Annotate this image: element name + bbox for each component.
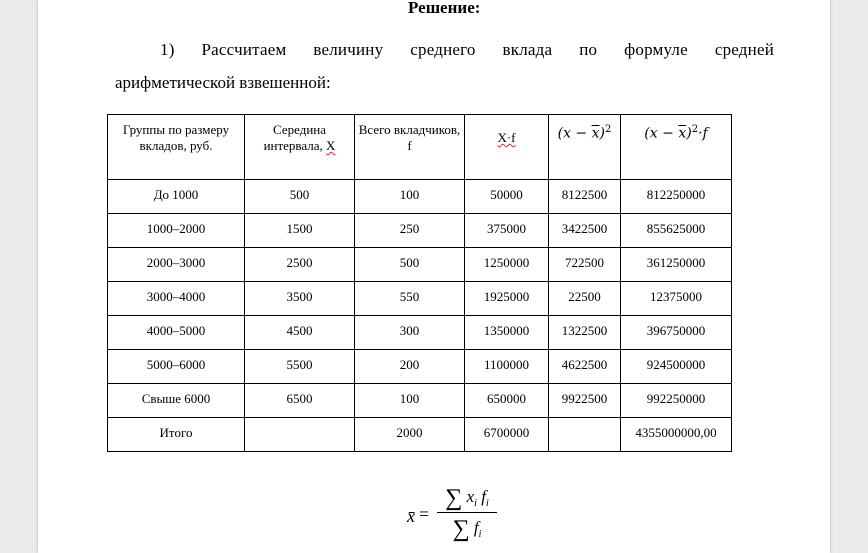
- formula-sub: i: [478, 529, 482, 540]
- formula-var: f: [473, 518, 479, 537]
- cell: 1500: [245, 214, 355, 248]
- header-count: Всего вкладчиков, f: [355, 115, 465, 180]
- cell: 200: [355, 350, 465, 384]
- cell: 4000–5000: [108, 316, 245, 350]
- sigma-symbol: ∑: [452, 516, 470, 542]
- cell: 396750000: [621, 316, 732, 350]
- paragraph-line-2: арифметической взвешенной:: [115, 73, 331, 92]
- cell: 4500: [245, 316, 355, 350]
- cell: 4622500: [549, 350, 621, 384]
- header-groups: Группы по размеру вкладов, руб.: [108, 115, 245, 180]
- formula-var: x: [466, 487, 475, 506]
- cell: 361250000: [621, 248, 732, 282]
- cell: 2000–3000: [108, 248, 245, 282]
- header-midpoint: Середина интервала, X: [245, 115, 355, 180]
- cell: 500: [245, 180, 355, 214]
- total-label: Итого: [108, 418, 245, 452]
- header-sq-dev: $(x - \overline{x})^2$: [549, 115, 621, 180]
- cell: 1350000: [465, 316, 549, 350]
- total-sq-dev-f: 4355000000,00: [621, 418, 732, 452]
- cell: [245, 418, 355, 452]
- total-count: 2000: [355, 418, 465, 452]
- total-row: [108, 418, 732, 452]
- cell: 1100000: [465, 350, 549, 384]
- cell: 3422500: [549, 214, 621, 248]
- paragraph-line-1: 1) Рассчитаем величину среднего вклада по формуле средней: [160, 40, 774, 59]
- formula-var: f: [481, 487, 486, 506]
- table-header-row: [108, 115, 732, 180]
- cell: 100: [355, 180, 465, 214]
- table-row: [108, 316, 732, 350]
- cell: 9922500: [549, 384, 621, 418]
- cell: 50000: [465, 180, 549, 214]
- table-row: [108, 350, 732, 384]
- formula-numerator: [437, 482, 497, 512]
- cell: 924500000: [621, 350, 732, 384]
- formula-sub: i: [485, 498, 489, 509]
- cell: 250: [355, 214, 465, 248]
- table-row: [108, 214, 732, 248]
- table-row: [108, 282, 732, 316]
- table-row: [108, 384, 732, 418]
- cell: 812250000: [621, 180, 732, 214]
- cell: 1000–2000: [108, 214, 245, 248]
- cell: 650000: [465, 384, 549, 418]
- cell: [549, 418, 621, 452]
- cell: 300: [355, 316, 465, 350]
- cell: 3500: [245, 282, 355, 316]
- total-xf: 6700000: [465, 418, 549, 452]
- cell: 100: [355, 384, 465, 418]
- cell: Свыше 6000: [108, 384, 245, 418]
- table-row: [108, 180, 732, 214]
- cell: 3000–4000: [108, 282, 245, 316]
- cell: До 1000: [108, 180, 245, 214]
- cell: 12375000: [621, 282, 732, 316]
- cell: 855625000: [621, 214, 732, 248]
- header-xf: X·f: [465, 115, 549, 180]
- cell: 722500: [549, 248, 621, 282]
- cell: 5500: [245, 350, 355, 384]
- cell: 375000: [465, 214, 549, 248]
- solution-heading: Решение:: [408, 0, 481, 17]
- cell: 1322500: [549, 316, 621, 350]
- cell: 2500: [245, 248, 355, 282]
- deposits-table: [107, 114, 732, 452]
- cell: 1250000: [465, 248, 549, 282]
- cell: 22500: [549, 282, 621, 316]
- formula-equals: =: [419, 504, 430, 524]
- cell: 5000–6000: [108, 350, 245, 384]
- sigma-symbol: ∑: [445, 485, 463, 511]
- cell: 992250000: [621, 384, 732, 418]
- formula-sub: i: [474, 498, 477, 509]
- cell: 1925000: [465, 282, 549, 316]
- cell: 550: [355, 282, 465, 316]
- cell: 500: [355, 248, 465, 282]
- table-row: [108, 248, 732, 282]
- formula-fraction: [437, 482, 497, 543]
- cell: 6500: [245, 384, 355, 418]
- formula-denominator: [437, 513, 497, 543]
- formula-mean-symbol: x̄: [407, 506, 415, 526]
- cell: 8122500: [549, 180, 621, 214]
- header-sq-dev-f: $(x - \overline{x})^2\cdot f$: [621, 115, 732, 180]
